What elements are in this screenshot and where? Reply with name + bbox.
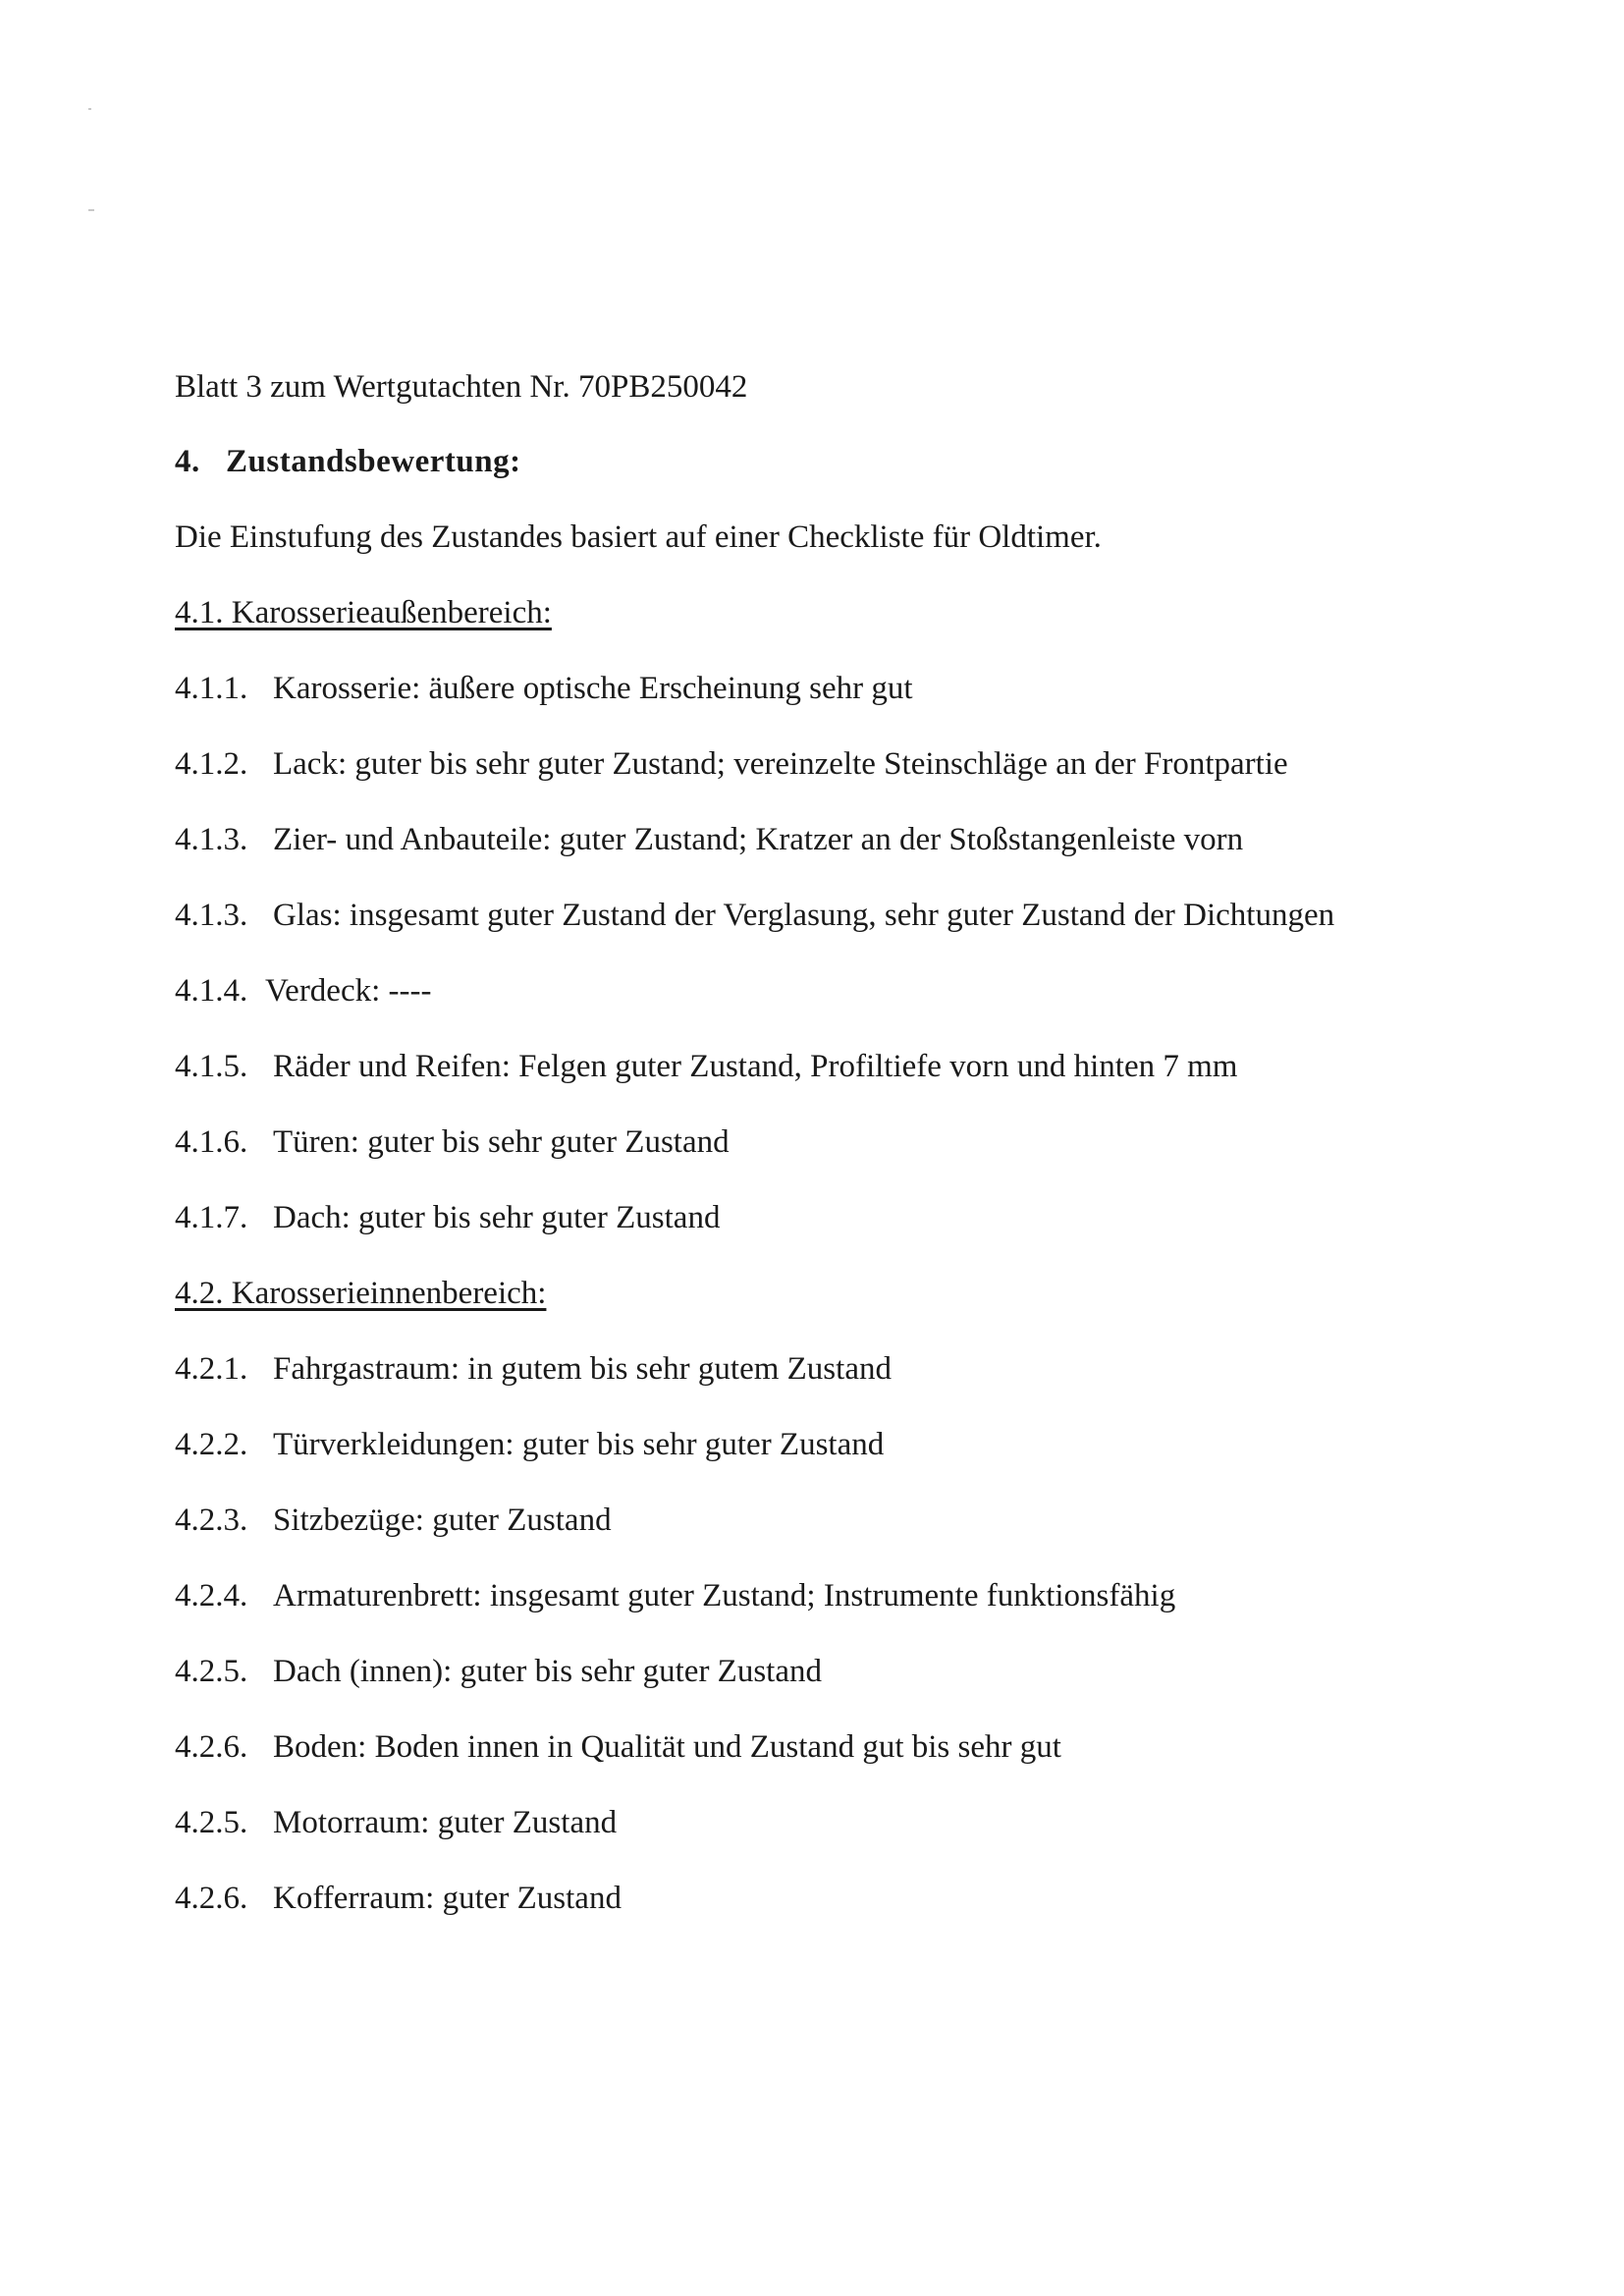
item-number: 4.1.2.	[175, 746, 248, 782]
interior-item	[175, 1803, 1451, 1842]
item-number: 4.1.4.	[175, 973, 248, 1009]
item-text: Dach (innen): guter bis sehr guter Zustand	[273, 1654, 823, 1689]
item-number: 4.2.5.	[175, 1654, 248, 1689]
interior-heading: 4.2. Karosserieinnenbereich:	[175, 1276, 547, 1311]
item-text: Armaturenbrett: insgesamt guter Zustand; Instrumente funktionsfähig	[273, 1578, 1176, 1613]
item-number: 4.2.2.	[175, 1427, 248, 1462]
item-number: 4.1.3.	[175, 822, 248, 857]
item-text: Sitzbezüge: guter Zustand	[273, 1503, 612, 1538]
item-text: Fahrgastraum: in gutem bis sehr gutem Zustand	[273, 1351, 892, 1387]
item-number: 4.2.4.	[175, 1578, 248, 1613]
interior-item	[175, 1425, 1451, 1464]
interior-item	[175, 1879, 1451, 1918]
exterior-item	[175, 1122, 1451, 1162]
item-number: 4.2.1.	[175, 1351, 248, 1387]
interior-item	[175, 1501, 1451, 1540]
page-header: Blatt 3 zum Wertgutachten Nr. 70PB250042	[175, 369, 748, 405]
item-text: Dach: guter bis sehr guter Zustand	[273, 1200, 721, 1235]
item-number: 4.1.3.	[175, 898, 248, 933]
exterior-item	[175, 820, 1451, 859]
exterior-item	[175, 896, 1451, 935]
interior-item	[175, 1652, 1451, 1691]
scan-speck	[88, 108, 91, 110]
exterior-item	[175, 669, 1451, 708]
item-number: 4.2.5.	[175, 1805, 248, 1840]
item-number: 4.1.7.	[175, 1200, 248, 1235]
interior-item	[175, 1576, 1451, 1615]
item-number: 4.2.6.	[175, 1729, 248, 1765]
section-title	[175, 442, 1451, 481]
item-text: Motorraum: guter Zustand	[273, 1805, 618, 1840]
exterior-item	[175, 1047, 1451, 1086]
item-text: Türverkleidungen: guter bis sehr guter Zustand	[273, 1427, 885, 1462]
exterior-item	[175, 1198, 1451, 1237]
item-number: 4.1.6.	[175, 1124, 248, 1160]
item-text: Lack: guter bis sehr guter Zustand; vereinzelte Steinschläge an der Frontpartie	[273, 746, 1288, 782]
interior-item	[175, 1349, 1451, 1389]
item-number: 4.2.3.	[175, 1503, 248, 1538]
exterior-item	[175, 971, 1451, 1011]
item-text: Türen: guter bis sehr guter Zustand	[273, 1124, 730, 1160]
scan-speck	[88, 209, 94, 211]
item-text: Boden: Boden innen in Qualität und Zustand gut bis sehr gut	[273, 1729, 1061, 1765]
item-number: 4.1.1.	[175, 671, 248, 706]
item-text: Zier- und Anbauteile: guter Zustand; Kratzer an der Stoßstangenleiste vorn	[273, 822, 1244, 857]
exterior-heading: 4.1. Karosserieaußenbereich:	[175, 595, 552, 630]
item-text: Kofferraum: guter Zustand	[273, 1881, 622, 1916]
item-number: 4.1.5.	[175, 1049, 248, 1084]
intro-text: Die Einstufung des Zustandes basiert auf einer Checkliste für Oldtimer.	[175, 519, 1102, 555]
item-text: Karosserie: äußere optische Erscheinung sehr gut	[273, 671, 913, 706]
section-title-text: Zustandsbewertung:	[226, 444, 521, 479]
exterior-item	[175, 744, 1451, 784]
item-text: Glas: insgesamt guter Zustand der Verglasung, sehr guter Zustand der Dichtungen	[273, 898, 1335, 933]
item-text: Verdeck: ----	[265, 973, 432, 1009]
item-number: 4.2.6.	[175, 1881, 248, 1916]
document-body	[175, 367, 1451, 1954]
item-text: Räder und Reifen: Felgen guter Zustand, Profiltiefe vorn und hinten 7 mm	[273, 1049, 1238, 1084]
interior-item	[175, 1727, 1451, 1767]
section-number: 4.	[175, 444, 200, 479]
